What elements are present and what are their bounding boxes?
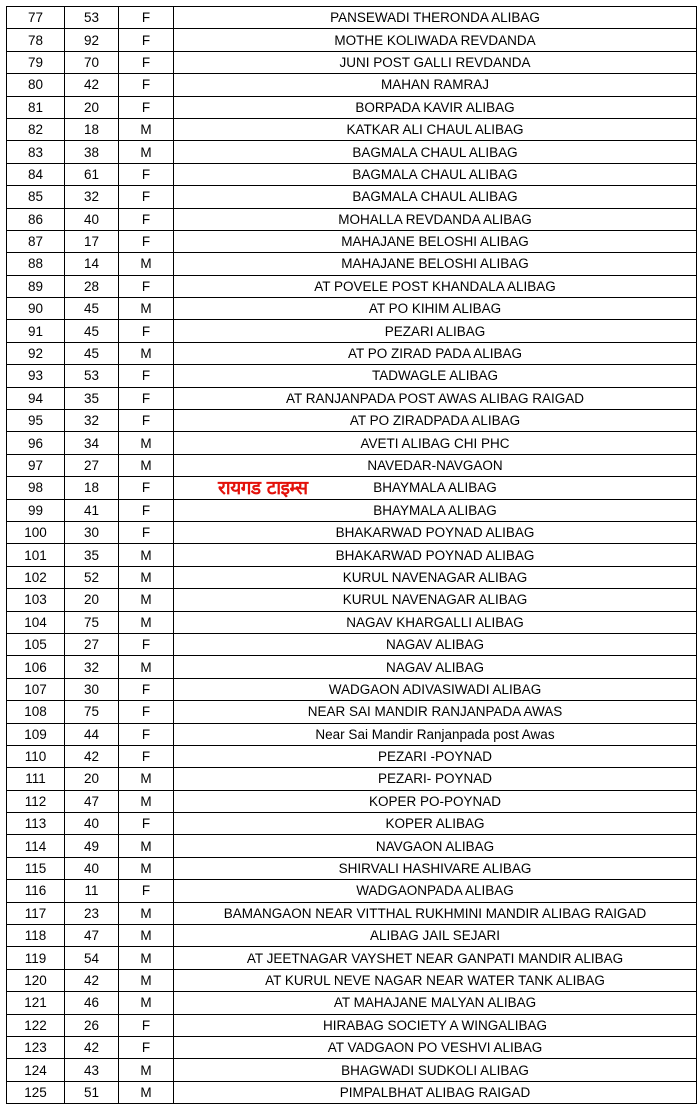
address-cell: HIRABAG SOCIETY A WINGALIBAG (174, 1014, 697, 1036)
address-cell: AT PO ZIRAD PADA ALIBAG (174, 342, 697, 364)
sex-cell: F (119, 387, 174, 409)
address-cell: MAHAJANE BELOSHI ALIBAG (174, 230, 697, 252)
table-row (7, 118, 697, 140)
serial-number-cell: 124 (7, 1059, 65, 1081)
address-cell: JUNI POST GALLI REVDANDA (174, 51, 697, 73)
table-row (7, 701, 697, 723)
address-cell: TADWAGLE ALIBAG (174, 365, 697, 387)
age-cell: 51 (65, 1081, 119, 1103)
serial-number-cell: 82 (7, 118, 65, 140)
address-cell: BORPADA KAVIR ALIBAG (174, 96, 697, 118)
age-cell: 32 (65, 410, 119, 432)
address-cell: BHAYMALA ALIBAG (174, 477, 697, 499)
address-cell: NAGAV ALIBAG (174, 656, 697, 678)
sex-cell: M (119, 1081, 174, 1103)
serial-number-cell: 108 (7, 701, 65, 723)
sex-cell: M (119, 611, 174, 633)
table-row (7, 387, 697, 409)
serial-number-cell: 96 (7, 432, 65, 454)
age-cell: 47 (65, 790, 119, 812)
serial-number-cell: 122 (7, 1014, 65, 1036)
serial-number-cell: 83 (7, 141, 65, 163)
table-row (7, 566, 697, 588)
address-cell: BHAKARWAD POYNAD ALIBAG (174, 544, 697, 566)
records-table (6, 6, 697, 1104)
age-cell: 32 (65, 656, 119, 678)
sex-cell: F (119, 499, 174, 521)
sex-cell: F (119, 186, 174, 208)
sex-cell: M (119, 432, 174, 454)
serial-number-cell: 123 (7, 1036, 65, 1058)
age-cell: 42 (65, 969, 119, 991)
age-cell: 40 (65, 813, 119, 835)
table-row (7, 499, 697, 521)
age-cell: 35 (65, 387, 119, 409)
table-row (7, 589, 697, 611)
age-cell: 42 (65, 745, 119, 767)
sex-cell: F (119, 29, 174, 51)
table-row (7, 96, 697, 118)
serial-number-cell: 81 (7, 96, 65, 118)
sex-cell: M (119, 656, 174, 678)
table-row (7, 365, 697, 387)
address-cell: BAGMALA CHAUL ALIBAG (174, 163, 697, 185)
serial-number-cell: 111 (7, 768, 65, 790)
age-cell: 20 (65, 768, 119, 790)
age-cell: 42 (65, 1036, 119, 1058)
serial-number-cell: 114 (7, 835, 65, 857)
age-cell: 41 (65, 499, 119, 521)
age-cell: 17 (65, 230, 119, 252)
serial-number-cell: 80 (7, 74, 65, 96)
address-cell: MOHALLA REVDANDA ALIBAG (174, 208, 697, 230)
table-row (7, 298, 697, 320)
sex-cell: F (119, 275, 174, 297)
serial-number-cell: 99 (7, 499, 65, 521)
sex-cell: M (119, 947, 174, 969)
table-row (7, 186, 697, 208)
serial-number-cell: 102 (7, 566, 65, 588)
table-row (7, 813, 697, 835)
address-cell: AT MAHAJANE MALYAN ALIBAG (174, 992, 697, 1014)
table-row (7, 857, 697, 879)
serial-number-cell: 86 (7, 208, 65, 230)
table-row (7, 141, 697, 163)
serial-number-cell: 77 (7, 7, 65, 29)
age-cell: 28 (65, 275, 119, 297)
sex-cell: F (119, 1036, 174, 1058)
serial-number-cell: 106 (7, 656, 65, 678)
serial-number-cell: 118 (7, 925, 65, 947)
age-cell: 45 (65, 298, 119, 320)
sex-cell: F (119, 163, 174, 185)
table-row (7, 410, 697, 432)
table-row (7, 163, 697, 185)
table-row (7, 992, 697, 1014)
age-cell: 20 (65, 589, 119, 611)
age-cell: 14 (65, 253, 119, 275)
sex-cell: M (119, 141, 174, 163)
age-cell: 20 (65, 96, 119, 118)
address-cell: BHAGWADI SUDKOLI ALIBAG (174, 1059, 697, 1081)
serial-number-cell: 107 (7, 678, 65, 700)
serial-number-cell: 105 (7, 633, 65, 655)
sex-cell: F (119, 633, 174, 655)
age-cell: 47 (65, 925, 119, 947)
age-cell: 61 (65, 163, 119, 185)
sex-cell: F (119, 96, 174, 118)
serial-number-cell: 120 (7, 969, 65, 991)
age-cell: 34 (65, 432, 119, 454)
serial-number-cell: 104 (7, 611, 65, 633)
sex-cell: M (119, 925, 174, 947)
table-row (7, 656, 697, 678)
serial-number-cell: 103 (7, 589, 65, 611)
sex-cell: M (119, 857, 174, 879)
sex-cell: M (119, 768, 174, 790)
table-row (7, 969, 697, 991)
address-cell: NAVGAON ALIBAG (174, 835, 697, 857)
table-row (7, 1081, 697, 1103)
serial-number-cell: 117 (7, 902, 65, 924)
sex-cell: F (119, 74, 174, 96)
serial-number-cell: 79 (7, 51, 65, 73)
serial-number-cell: 84 (7, 163, 65, 185)
sex-cell: F (119, 813, 174, 835)
table-row (7, 611, 697, 633)
sex-cell: F (119, 477, 174, 499)
address-cell: BAMANGAON NEAR VITTHAL RUKHMINI MANDIR ALIBAG RAIGAD (174, 902, 697, 924)
address-cell: MOTHE KOLIWADA REVDANDA (174, 29, 697, 51)
sex-cell: M (119, 566, 174, 588)
sex-cell: M (119, 253, 174, 275)
serial-number-cell: 125 (7, 1081, 65, 1103)
address-cell: NAVEDAR-NAVGAON (174, 454, 697, 476)
table-row (7, 902, 697, 924)
table-row (7, 320, 697, 342)
sex-cell: M (119, 298, 174, 320)
age-cell: 53 (65, 7, 119, 29)
sex-cell: M (119, 342, 174, 364)
address-cell: PEZARI -POYNAD (174, 745, 697, 767)
serial-number-cell: 119 (7, 947, 65, 969)
age-cell: 52 (65, 566, 119, 588)
age-cell: 11 (65, 880, 119, 902)
address-cell: NAGAV ALIBAG (174, 633, 697, 655)
table-row (7, 275, 697, 297)
serial-number-cell: 116 (7, 880, 65, 902)
age-cell: 26 (65, 1014, 119, 1036)
sex-cell: M (119, 544, 174, 566)
sex-cell: F (119, 51, 174, 73)
address-cell: PEZARI- POYNAD (174, 768, 697, 790)
age-cell: 45 (65, 342, 119, 364)
table-row (7, 230, 697, 252)
address-cell: BHAYMALA ALIBAG (174, 499, 697, 521)
table-row (7, 477, 697, 499)
age-cell: 46 (65, 992, 119, 1014)
serial-number-cell: 113 (7, 813, 65, 835)
sex-cell: F (119, 365, 174, 387)
address-cell: KATKAR ALI CHAUL ALIBAG (174, 118, 697, 140)
address-cell: PANSEWADI THERONDA ALIBAG (174, 7, 697, 29)
sex-cell: M (119, 969, 174, 991)
address-cell: AT VADGAON PO VESHVI ALIBAG (174, 1036, 697, 1058)
sex-cell: M (119, 992, 174, 1014)
sex-cell: M (119, 1059, 174, 1081)
address-cell: BAGMALA CHAUL ALIBAG (174, 141, 697, 163)
table-row (7, 768, 697, 790)
sex-cell: F (119, 230, 174, 252)
address-cell: MAHAJANE BELOSHI ALIBAG (174, 253, 697, 275)
address-cell: WADGAON ADIVASIWADI ALIBAG (174, 678, 697, 700)
sex-cell: F (119, 320, 174, 342)
sex-cell: M (119, 902, 174, 924)
age-cell: 45 (65, 320, 119, 342)
address-cell: KURUL NAVENAGAR ALIBAG (174, 566, 697, 588)
table-row (7, 790, 697, 812)
serial-number-cell: 109 (7, 723, 65, 745)
serial-number-cell: 88 (7, 253, 65, 275)
age-cell: 30 (65, 521, 119, 543)
serial-number-cell: 90 (7, 298, 65, 320)
address-cell: AVETI ALIBAG CHI PHC (174, 432, 697, 454)
table-row (7, 208, 697, 230)
serial-number-cell: 110 (7, 745, 65, 767)
age-cell: 38 (65, 141, 119, 163)
table-row (7, 723, 697, 745)
serial-number-cell: 87 (7, 230, 65, 252)
age-cell: 40 (65, 857, 119, 879)
table-row (7, 633, 697, 655)
serial-number-cell: 97 (7, 454, 65, 476)
sex-cell: F (119, 723, 174, 745)
sex-cell: M (119, 454, 174, 476)
serial-number-cell: 95 (7, 410, 65, 432)
table-row (7, 544, 697, 566)
sex-cell: F (119, 701, 174, 723)
address-cell: WADGAONPADA ALIBAG (174, 880, 697, 902)
address-cell: AT PO KIHIM ALIBAG (174, 298, 697, 320)
age-cell: 32 (65, 186, 119, 208)
table-row (7, 342, 697, 364)
age-cell: 92 (65, 29, 119, 51)
serial-number-cell: 78 (7, 29, 65, 51)
table-row (7, 454, 697, 476)
address-cell: Near Sai Mandir Ranjanpada post Awas (174, 723, 697, 745)
age-cell: 44 (65, 723, 119, 745)
sex-cell: F (119, 521, 174, 543)
serial-number-cell: 93 (7, 365, 65, 387)
sex-cell: F (119, 880, 174, 902)
table-row (7, 253, 697, 275)
table-row (7, 925, 697, 947)
age-cell: 27 (65, 633, 119, 655)
age-cell: 23 (65, 902, 119, 924)
address-cell: MAHAN RAMRAJ (174, 74, 697, 96)
address-cell: BAGMALA CHAUL ALIBAG (174, 186, 697, 208)
serial-number-cell: 85 (7, 186, 65, 208)
age-cell: 53 (65, 365, 119, 387)
age-cell: 70 (65, 51, 119, 73)
table-row (7, 7, 697, 29)
address-cell: SHIRVALI HASHIVARE ALIBAG (174, 857, 697, 879)
table-row (7, 29, 697, 51)
sex-cell: M (119, 118, 174, 140)
address-cell: NAGAV KHARGALLI ALIBAG (174, 611, 697, 633)
address-cell: AT POVELE POST KHANDALA ALIBAG (174, 275, 697, 297)
age-cell: 35 (65, 544, 119, 566)
table-row (7, 432, 697, 454)
table-row (7, 880, 697, 902)
age-cell: 49 (65, 835, 119, 857)
age-cell: 54 (65, 947, 119, 969)
age-cell: 40 (65, 208, 119, 230)
table-row (7, 74, 697, 96)
table-row (7, 745, 697, 767)
serial-number-cell: 94 (7, 387, 65, 409)
watermark-logo: रायगड टाइम्स (218, 477, 308, 499)
sex-cell: M (119, 589, 174, 611)
sex-cell: F (119, 410, 174, 432)
age-cell: 42 (65, 74, 119, 96)
age-cell: 18 (65, 477, 119, 499)
address-cell: AT PO ZIRADPADA ALIBAG (174, 410, 697, 432)
serial-number-cell: 91 (7, 320, 65, 342)
serial-number-cell: 92 (7, 342, 65, 364)
table-row (7, 1059, 697, 1081)
sex-cell: F (119, 7, 174, 29)
serial-number-cell: 101 (7, 544, 65, 566)
sex-cell: F (119, 1014, 174, 1036)
age-cell: 27 (65, 454, 119, 476)
sex-cell: M (119, 835, 174, 857)
address-cell: AT KURUL NEVE NAGAR NEAR WATER TANK ALIBAG (174, 969, 697, 991)
serial-number-cell: 112 (7, 790, 65, 812)
table-row (7, 51, 697, 73)
table-row (7, 678, 697, 700)
age-cell: 18 (65, 118, 119, 140)
table-row (7, 1036, 697, 1058)
sex-cell: F (119, 208, 174, 230)
address-cell: KURUL NAVENAGAR ALIBAG (174, 589, 697, 611)
address-cell: BHAKARWAD POYNAD ALIBAG (174, 521, 697, 543)
sex-cell: F (119, 745, 174, 767)
address-cell: KOPER ALIBAG (174, 813, 697, 835)
sex-cell: F (119, 678, 174, 700)
serial-number-cell: 115 (7, 857, 65, 879)
address-cell: NEAR SAI MANDIR RANJANPADA AWAS (174, 701, 697, 723)
serial-number-cell: 89 (7, 275, 65, 297)
serial-number-cell: 121 (7, 992, 65, 1014)
address-cell: PIMPALBHAT ALIBAG RAIGAD (174, 1081, 697, 1103)
serial-number-cell: 98 (7, 477, 65, 499)
address-cell: ALIBAG JAIL SEJARI (174, 925, 697, 947)
table-row (7, 521, 697, 543)
age-cell: 30 (65, 678, 119, 700)
table-row (7, 1014, 697, 1036)
address-cell: AT RANJANPADA POST AWAS ALIBAG RAIGAD (174, 387, 697, 409)
sex-cell: M (119, 790, 174, 812)
records-body (7, 7, 697, 1104)
age-cell: 43 (65, 1059, 119, 1081)
age-cell: 75 (65, 701, 119, 723)
table-row (7, 947, 697, 969)
serial-number-cell: 100 (7, 521, 65, 543)
address-cell: AT JEETNAGAR VAYSHET NEAR GANPATI MANDIR ALIBAG (174, 947, 697, 969)
address-cell: KOPER PO-POYNAD (174, 790, 697, 812)
age-cell: 75 (65, 611, 119, 633)
table-row (7, 835, 697, 857)
address-cell: PEZARI ALIBAG (174, 320, 697, 342)
